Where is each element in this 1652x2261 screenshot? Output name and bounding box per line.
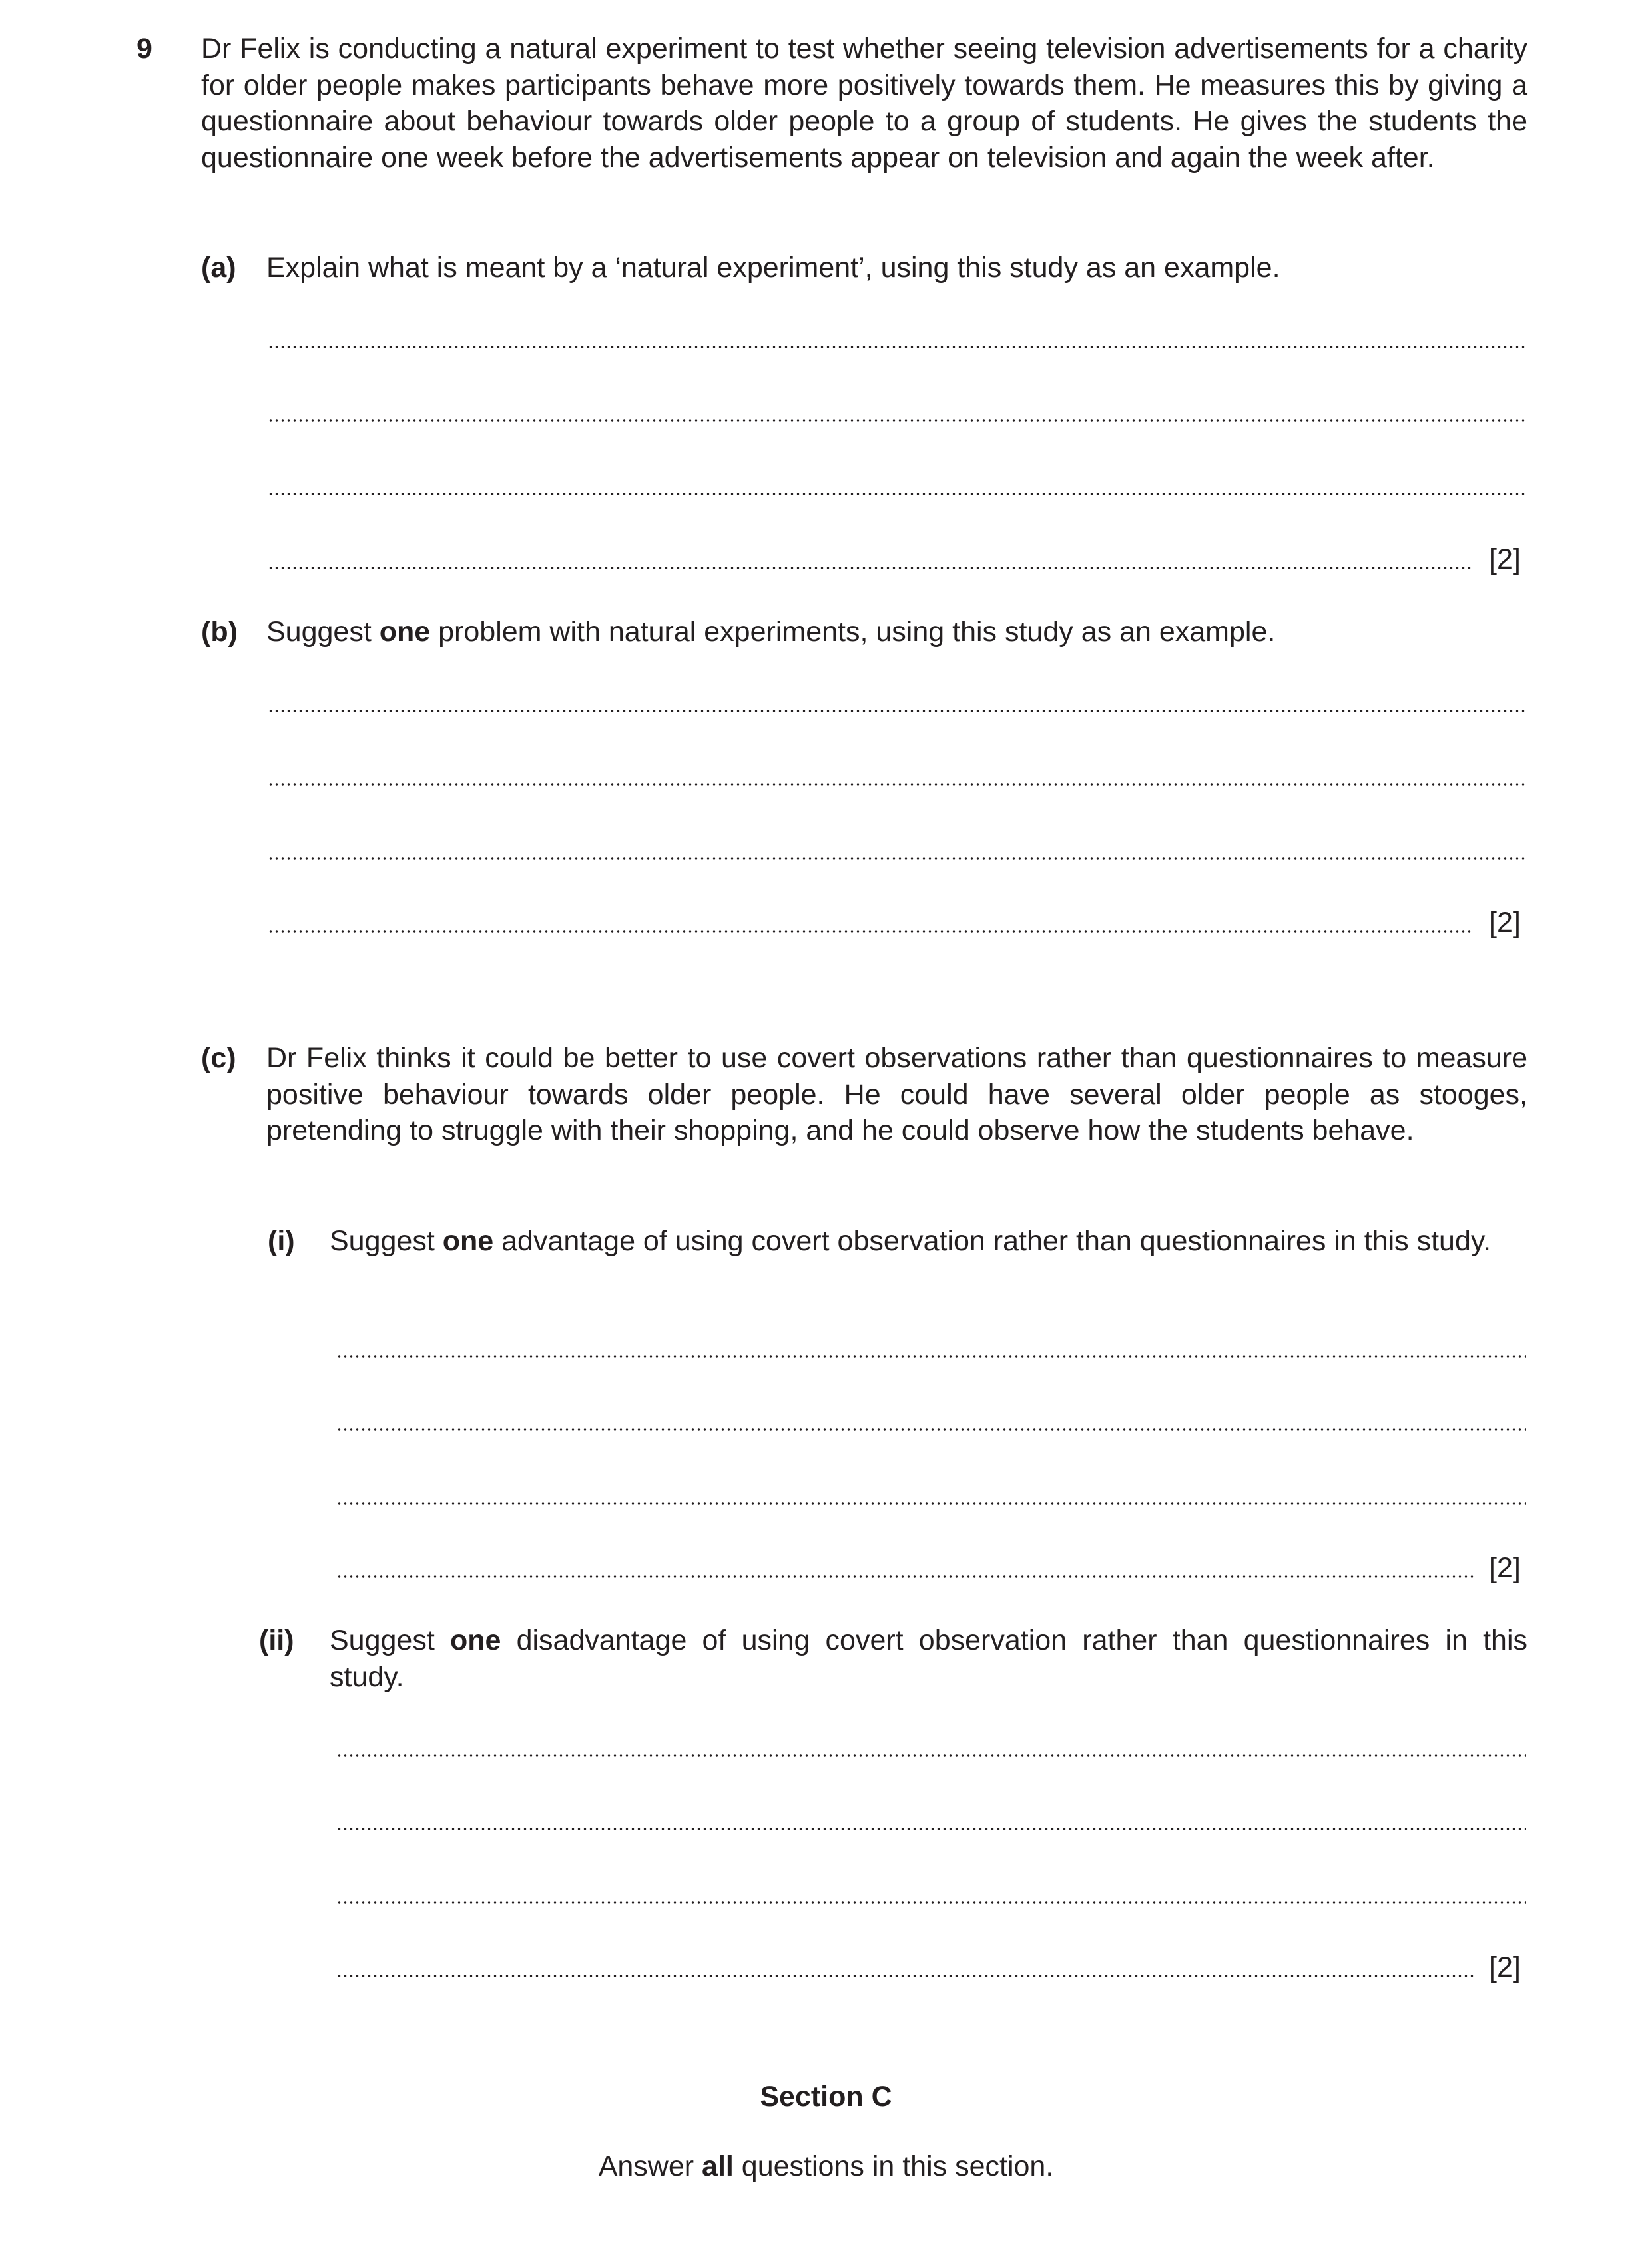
part-a-text: Explain what is meant by a ‘natural experiment’, using this study as an example. <box>266 252 1280 284</box>
section-instruction: Answer all questions in this section. <box>598 2150 1054 2182</box>
answer-line-c-i-4[interactable] <box>336 1575 1474 1578</box>
answer-line-b-4[interactable] <box>268 930 1474 933</box>
answer-line-a-4[interactable] <box>268 567 1474 569</box>
question-number: 9 <box>137 33 152 65</box>
marks-c-i: [2] <box>1489 1552 1521 1584</box>
answer-line-c-i-1[interactable] <box>336 1355 1526 1358</box>
marks-c-ii: [2] <box>1489 1951 1521 1983</box>
marks-a: [2] <box>1489 543 1521 575</box>
part-c-ii-text: Suggest one disadvantage of using covert observation rather than questionnaires in this study. <box>330 1625 1528 1693</box>
part-c-label: (c) <box>201 1042 236 1074</box>
answer-line-c-ii-4[interactable] <box>336 1975 1474 1977</box>
answer-line-b-2[interactable] <box>268 783 1526 786</box>
answer-line-c-ii-2[interactable] <box>336 1828 1526 1830</box>
part-c-ii-label: (ii) <box>259 1625 294 1656</box>
part-c-i-label: (i) <box>268 1225 295 1257</box>
answer-line-b-1[interactable] <box>268 710 1526 712</box>
answer-line-a-1[interactable] <box>268 346 1526 348</box>
answer-line-c-i-3[interactable] <box>336 1502 1526 1505</box>
part-b-text: Suggest one problem with natural experiments, using this study as an example. <box>266 616 1276 648</box>
answer-line-a-2[interactable] <box>268 419 1526 422</box>
part-a-label: (a) <box>201 252 236 284</box>
answer-line-c-i-2[interactable] <box>336 1428 1526 1431</box>
section-title: Section C <box>760 2081 892 2113</box>
marks-b: [2] <box>1489 907 1521 939</box>
part-c-text: Dr Felix thinks it could be better to use covert observations rather than questionnaires to measure positive behaviour towards older people. He could have several older people as stooges, pretending to struggle with their shopping, and he could observe how the students behave. <box>266 1042 1527 1146</box>
part-b-label: (b) <box>201 616 238 648</box>
answer-line-a-3[interactable] <box>268 493 1526 495</box>
answer-line-b-3[interactable] <box>268 857 1526 860</box>
part-c-i-text: Suggest one advantage of using covert observation rather than questionnaires in this study. <box>330 1225 1492 1257</box>
answer-line-c-ii-3[interactable] <box>336 1901 1526 1904</box>
answer-line-c-ii-1[interactable] <box>336 1754 1526 1757</box>
question-stem: Dr Felix is conducting a natural experiment to test whether seeing television advertisements for a charity for older people makes participants behave more positively towards them. He measures this by giving a questionnaire about behaviour towards older people to a group of students. He gives the students the questionnaire one week before the advertisements appear on television and again the week after. <box>201 33 1527 174</box>
